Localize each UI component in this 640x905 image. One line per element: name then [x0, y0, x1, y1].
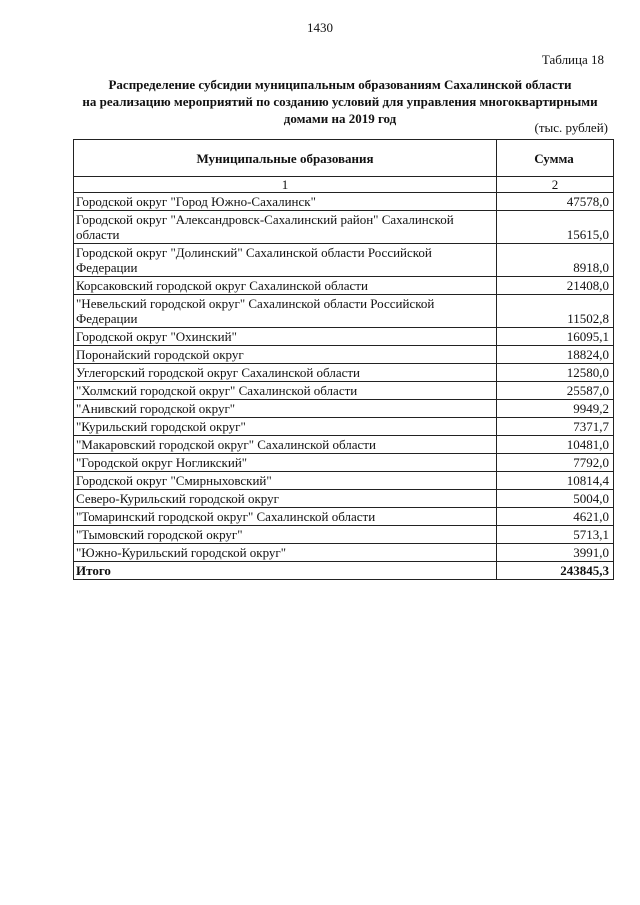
- total-sum: 243845,3: [497, 562, 614, 580]
- title-line: Распределение субсидии муниципальным образованиям Сахалинской области: [108, 77, 572, 92]
- municipality-name: "Городской округ Ногликский": [74, 454, 497, 472]
- subsidy-sum: 47578,0: [497, 193, 614, 211]
- municipality-name: Углегорский городской округ Сахалинской области: [74, 364, 497, 382]
- subsidy-sum: 7792,0: [497, 454, 614, 472]
- table-row: [74, 211, 614, 244]
- municipality-name: "Тымовский городской округ": [74, 526, 497, 544]
- table-label: Таблица 18: [541, 52, 604, 67]
- table-row: [74, 346, 614, 364]
- municipality-name: "Холмский городской округ" Сахалинской области: [74, 382, 497, 400]
- subsidy-sum: 5713,1: [497, 526, 614, 544]
- table-row: [74, 526, 614, 544]
- subsidy-sum: 15615,0: [497, 211, 614, 244]
- total-row: [74, 562, 614, 580]
- subsidy-sum: 21408,0: [497, 277, 614, 295]
- subsidy-sum: 18824,0: [497, 346, 614, 364]
- municipality-name: "Анивский городской округ": [74, 400, 497, 418]
- table-row: [74, 544, 614, 562]
- table-row: [74, 193, 614, 211]
- subsidy-sum: 10481,0: [497, 436, 614, 454]
- municipality-name: Корсаковский городской округ Сахалинской области: [74, 277, 497, 295]
- subsidy-sum: 9949,2: [497, 400, 614, 418]
- column-number-1: 1: [74, 177, 497, 193]
- municipality-name: Городской округ "Долинский" Сахалинской области Российской Федерации: [74, 244, 497, 277]
- table-row: [74, 364, 614, 382]
- municipality-name: Северо-Курильский городской округ: [74, 490, 497, 508]
- municipality-name: Городской округ "Александровск-Сахалинский район" Сахалинской области: [74, 211, 497, 244]
- header-sum: Сумма: [497, 140, 614, 177]
- table-row: [74, 277, 614, 295]
- subsidy-sum: 4621,0: [497, 508, 614, 526]
- table-row: [74, 436, 614, 454]
- table-row: [74, 508, 614, 526]
- title-line: на реализацию мероприятий по созданию условий для управления многоквартирными: [82, 94, 598, 109]
- page-number: 1430: [307, 20, 333, 35]
- total-label: Итого: [74, 562, 497, 580]
- subsidy-sum: 10814,4: [497, 472, 614, 490]
- municipality-name: "Макаровский городской округ" Сахалинской области: [74, 436, 497, 454]
- table-row: [74, 382, 614, 400]
- units-label: (тыс. рублей): [534, 120, 608, 135]
- municipality-name: "Невельский городской округ" Сахалинской области Российской Федерации: [74, 295, 497, 328]
- subsidy-sum: 16095,1: [497, 328, 614, 346]
- subsidy-sum: 3991,0: [497, 544, 614, 562]
- subsidy-table: [73, 139, 614, 580]
- table-row: [74, 472, 614, 490]
- table-row: [74, 244, 614, 277]
- table-row: [74, 400, 614, 418]
- municipality-name: "Южно-Курильский городской округ": [74, 544, 497, 562]
- table-row: [74, 295, 614, 328]
- subsidy-sum: 11502,8: [497, 295, 614, 328]
- subsidy-sum: 12580,0: [497, 364, 614, 382]
- table-row: [74, 418, 614, 436]
- municipality-name: Поронайский городской округ: [74, 346, 497, 364]
- subsidy-sum: 25587,0: [497, 382, 614, 400]
- header-municipalities: Муниципальные образования: [74, 140, 497, 177]
- municipality-name: Городской округ "Город Южно-Сахалинск": [74, 193, 497, 211]
- table-body: [74, 193, 614, 562]
- table-row: [74, 328, 614, 346]
- title-line: домами на 2019 год: [283, 111, 397, 126]
- column-number-2: 2: [497, 177, 614, 193]
- subsidy-sum: 7371,7: [497, 418, 614, 436]
- table-row: [74, 454, 614, 472]
- municipality-name: "Курильский городской округ": [74, 418, 497, 436]
- table-row: [74, 490, 614, 508]
- column-numbers-row: [74, 177, 614, 193]
- subsidy-sum: 5004,0: [497, 490, 614, 508]
- municipality-name: Городской округ "Охинский": [74, 328, 497, 346]
- municipality-name: "Томаринский городской округ" Сахалинской области: [74, 508, 497, 526]
- header-row: [74, 140, 614, 177]
- municipality-name: Городской округ "Смирныховский": [74, 472, 497, 490]
- subsidy-sum: 8918,0: [497, 244, 614, 277]
